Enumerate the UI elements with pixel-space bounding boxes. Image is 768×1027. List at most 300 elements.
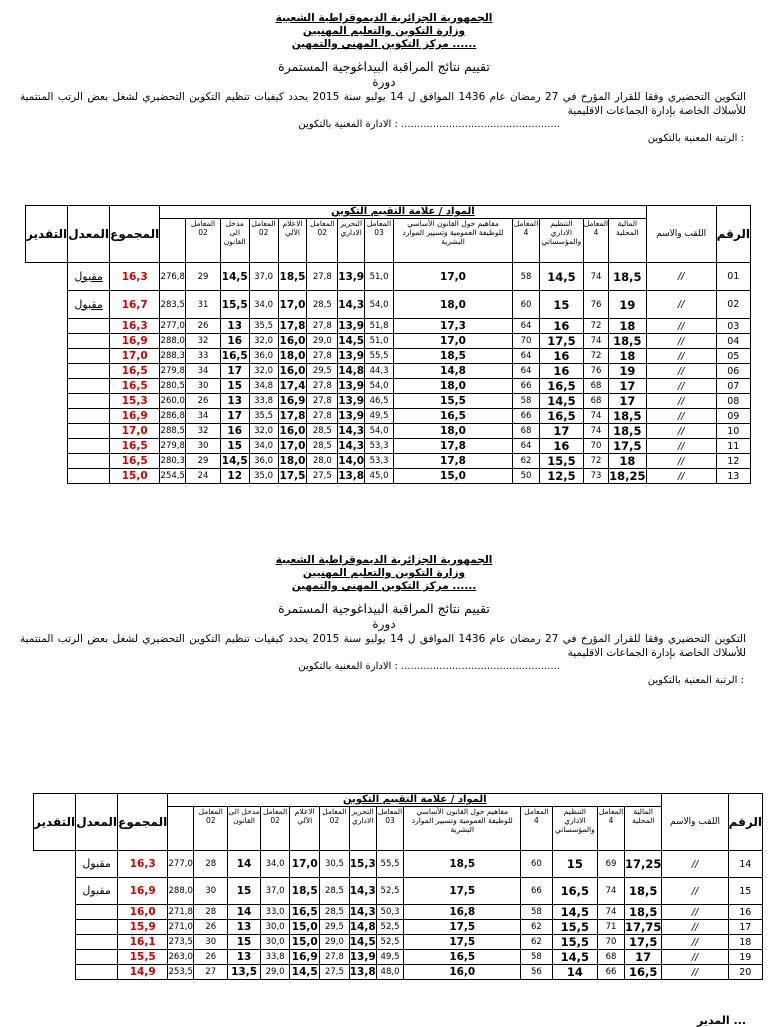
cell-grade: مقبول xyxy=(76,851,118,878)
admin-line: .................................................. : الادارة المعنية بالتكوين xyxy=(298,119,560,130)
cell-org: 16 xyxy=(539,439,583,454)
page-title: تقييم نتائج المراقبة البيداغوجية المستمرة xyxy=(278,59,490,74)
cell-coef-computing: 33,0 xyxy=(260,905,290,920)
cell-average: 17,0 xyxy=(110,349,160,364)
col-name: اللقب والاسم xyxy=(662,794,728,851)
cell-org: 16,5 xyxy=(539,379,583,394)
cell-org: 16,5 xyxy=(552,878,598,905)
cell-grade xyxy=(76,965,118,980)
cell-concepts: 17,0 xyxy=(393,263,512,291)
cell-coef-computing: 37,0 xyxy=(260,878,290,905)
cell-coef-editing: 27,8 xyxy=(307,319,338,334)
table-row xyxy=(26,454,751,469)
cell-coef-finance: 74 xyxy=(583,424,608,439)
cell-total: 273,5 xyxy=(168,935,194,950)
cell-editing: 13,9 xyxy=(338,380,365,392)
cell-coef-editing: 28,5 xyxy=(307,439,338,454)
row-name: // xyxy=(646,291,716,319)
table-row xyxy=(26,439,751,454)
cell-law: 14 xyxy=(228,851,260,878)
cell-coef-finance: 68 xyxy=(598,950,625,965)
table-row xyxy=(34,878,763,905)
cell-total: 288,5 xyxy=(160,424,186,439)
cell-org: 14,5 xyxy=(552,950,598,965)
cell-coef-concepts: 54,0 xyxy=(365,379,394,394)
cell-grade: مقبول xyxy=(68,263,110,291)
cell-org: 17,5 xyxy=(539,334,583,349)
cell-coef-editing: 28,0 xyxy=(307,454,338,469)
col-org: التنظيم الاداري والمؤسساتي xyxy=(552,807,598,851)
cell-coef-finance: 68 xyxy=(583,394,608,409)
cell-coef-editing: 29,5 xyxy=(320,920,350,935)
cell-coef-law: 33 xyxy=(186,349,221,364)
cell-computing: 17,8 xyxy=(279,410,306,422)
cell-concepts: 16,8 xyxy=(404,905,521,920)
cell-coef-concepts: 55,5 xyxy=(376,851,404,878)
col-law: مدخل الى القانون xyxy=(228,807,260,851)
footer-fragment: ... المدير xyxy=(697,1014,746,1027)
cell-coef-computing: 36,0 xyxy=(249,454,278,469)
cell-concepts: 17,8 xyxy=(393,439,512,454)
cell-finance: 18 xyxy=(609,454,646,469)
col-name: اللقب والاسم xyxy=(646,206,716,263)
cell-editing: 13,9 xyxy=(349,951,376,963)
cell-org: 14,5 xyxy=(539,394,583,409)
cell-editing: 14,3 xyxy=(338,425,365,437)
cell-coef-org: 66 xyxy=(521,878,552,905)
table-2-header xyxy=(34,794,763,851)
row-number: 19 xyxy=(728,950,762,965)
cell-computing: 18,5 xyxy=(290,878,320,905)
table-row xyxy=(26,334,751,349)
session-label: دورة xyxy=(372,617,396,631)
col-subjects: المواد / علامة التقييم التكوين xyxy=(168,794,662,807)
cell-coef-editing: 27,8 xyxy=(307,349,338,364)
cell-coef-finance: 76 xyxy=(583,291,608,319)
cell-total: 271,8 xyxy=(168,905,194,920)
cell-coef-concepts: 55,5 xyxy=(365,349,394,364)
cell-concepts: 16,5 xyxy=(404,950,521,965)
cell-editing: 14,8 xyxy=(349,921,376,933)
row-number: 09 xyxy=(716,409,750,424)
cell-coef-org: 66 xyxy=(513,409,540,424)
cell-coef-org: 66 xyxy=(513,379,540,394)
cell-computing: 15,0 xyxy=(291,921,318,933)
cell-finance: 18,5 xyxy=(609,334,646,349)
row-name: // xyxy=(662,851,728,878)
cell-coef-law: 24 xyxy=(186,469,221,484)
col-average: المعدل xyxy=(76,794,118,851)
row-number: 04 xyxy=(716,334,750,349)
cell-editing: 13,9 xyxy=(338,263,365,291)
cell-coef-law: 34 xyxy=(186,364,221,379)
col-coef4b: المعامل 4 xyxy=(513,219,540,263)
ministry-title: وزارة التكوين والتعليم المهنيين xyxy=(302,567,466,579)
cell-finance: 18,5 xyxy=(624,878,661,905)
results-table-2 xyxy=(33,793,763,980)
cell-total: 280,3 xyxy=(160,454,186,469)
cell-editing: 13,9 xyxy=(338,320,365,332)
cell-org: 14,5 xyxy=(552,905,598,920)
cell-grade xyxy=(68,439,110,454)
cell-total: 276,8 xyxy=(160,263,186,291)
col-coef02c: المعامل 02 xyxy=(186,219,221,263)
cell-org: 15,5 xyxy=(552,935,598,950)
cell-coef-computing: 29,0 xyxy=(260,965,290,980)
cell-computing: 16,5 xyxy=(291,906,318,918)
cell-average: 15,5 xyxy=(118,950,168,965)
cell-org: 16 xyxy=(539,349,583,364)
table-row xyxy=(26,364,751,379)
cell-coef-computing: 30,0 xyxy=(260,920,290,935)
cell-editing: 14,5 xyxy=(349,936,376,948)
header-block-2 xyxy=(0,554,768,688)
col-concepts: مفاهيم حول القانون الأساسي للوظيفة العمومية وتسيير الموارد البشرية xyxy=(393,219,512,263)
row-number: 07 xyxy=(716,379,750,394)
cell-average: 15,0 xyxy=(110,469,160,484)
cell-grade xyxy=(68,334,110,349)
row-name: // xyxy=(662,935,728,950)
cell-coef-computing: 34,8 xyxy=(249,379,278,394)
cell-finance: 18 xyxy=(609,319,646,334)
row-number: 13 xyxy=(716,469,750,484)
cell-coef-computing: 34,0 xyxy=(260,851,290,878)
col-editing: التحرير الاداري xyxy=(338,219,365,263)
cell-coef-org: 60 xyxy=(521,851,552,878)
col-coef4b: المعامل 4 xyxy=(521,807,552,851)
col-grade: التقدير xyxy=(26,206,68,263)
cell-org: 15 xyxy=(552,851,598,878)
cell-coef-law: 29 xyxy=(186,454,221,469)
cell-grade xyxy=(76,950,118,965)
cell-average: 16,1 xyxy=(118,935,168,950)
cell-computing: 17,0 xyxy=(279,440,306,452)
cell-average: 16,7 xyxy=(110,291,160,319)
cell-coef-org: 62 xyxy=(513,454,540,469)
row-number: 17 xyxy=(728,920,762,935)
cell-coef-law: 26 xyxy=(194,950,228,965)
row-name: // xyxy=(662,920,728,935)
cell-coef-finance: 72 xyxy=(583,454,608,469)
cell-grade xyxy=(76,920,118,935)
cell-average: 16,9 xyxy=(118,878,168,905)
cell-finance: 18 xyxy=(609,349,646,364)
cell-law: 15 xyxy=(228,935,260,950)
cell-finance: 18,25 xyxy=(609,469,646,483)
row-number: 05 xyxy=(716,349,750,364)
cell-concepts: 15,5 xyxy=(393,394,512,409)
cell-average: 16,5 xyxy=(110,364,160,379)
cell-computing: 17,0 xyxy=(290,851,320,878)
cell-grade xyxy=(76,905,118,920)
cell-org: 16,5 xyxy=(539,409,583,424)
row-name: // xyxy=(646,409,716,424)
cell-computing: 18,0 xyxy=(279,350,306,362)
cell-coef-editing: 28,5 xyxy=(320,878,350,905)
cell-coef-finance: 74 xyxy=(598,878,625,905)
cell-coef-editing: 27,8 xyxy=(307,409,338,424)
center-title: ...... مركز التكوين المهني والتمهين xyxy=(291,38,477,50)
admin-line: .................................................. : الادارة المعنية بالتكوين xyxy=(298,661,560,672)
cell-finance: 17 xyxy=(609,379,646,394)
cell-coef-law: 30 xyxy=(186,439,221,454)
table-1-header xyxy=(26,206,751,263)
col-coef02b: المعامل 02 xyxy=(260,807,290,851)
cell-coef-computing: 32,0 xyxy=(249,424,278,439)
row-number: 10 xyxy=(716,424,750,439)
cell-coef-law: 26 xyxy=(186,319,221,334)
cell-law: 15 xyxy=(228,878,260,905)
table-row xyxy=(34,905,763,920)
cell-coef-concepts: 52,5 xyxy=(376,935,404,950)
cell-computing: 14,5 xyxy=(291,966,318,978)
cell-average: 16,5 xyxy=(110,379,160,394)
center-title: ...... مركز التكوين المهني والتمهين xyxy=(291,580,477,592)
row-number: 06 xyxy=(716,364,750,379)
cell-coef-editing: 30,5 xyxy=(320,851,350,878)
cell-coef-org: 64 xyxy=(513,439,540,454)
cell-concepts: 18,0 xyxy=(393,424,512,439)
row-number: 18 xyxy=(728,935,762,950)
cell-concepts: 18,0 xyxy=(393,379,512,394)
cell-coef-org: 58 xyxy=(513,263,540,291)
cell-coef-concepts: 51,8 xyxy=(365,319,394,334)
cell-coef-finance: 70 xyxy=(598,935,625,950)
cell-finance: 17 xyxy=(609,394,646,409)
rank-line: : الرتبة المعنية بالتكوين xyxy=(647,133,744,144)
cell-org: 16 xyxy=(539,319,583,334)
row-number: 12 xyxy=(716,454,750,469)
row-name: // xyxy=(646,454,716,469)
republic-title: الجمهورية الجزائرية الديموقراطية الشعبية xyxy=(275,554,493,566)
col-coef02c: المعامل 02 xyxy=(194,807,228,851)
cell-average: 16,0 xyxy=(118,905,168,920)
cell-total: 279,8 xyxy=(160,364,186,379)
cell-coef-concepts: 54,0 xyxy=(365,291,394,319)
cell-finance: 18,5 xyxy=(609,424,646,439)
row-name: // xyxy=(646,394,716,409)
cell-computing: 17,5 xyxy=(279,470,306,482)
cell-coef-org: 62 xyxy=(521,920,552,935)
cell-computing: 17,8 xyxy=(279,320,306,332)
cell-concepts: 17,5 xyxy=(404,878,521,905)
cell-grade xyxy=(68,454,110,469)
cell-coef-org: 70 xyxy=(513,334,540,349)
cell-total: 288,3 xyxy=(160,349,186,364)
cell-coef-org: 50 xyxy=(513,469,540,484)
cell-average: 16,5 xyxy=(110,454,160,469)
table-row xyxy=(26,424,751,439)
cell-coef-law: 29 xyxy=(186,263,221,291)
results-table-1 xyxy=(25,205,751,484)
cell-coef-law: 28 xyxy=(194,905,228,920)
row-name: // xyxy=(646,439,716,454)
cell-editing: 14,3 xyxy=(349,906,376,918)
cell-total: 253,5 xyxy=(168,965,194,980)
table-row xyxy=(26,263,751,291)
cell-coef-computing: 35,5 xyxy=(249,319,278,334)
cell-coef-concepts: 50,3 xyxy=(376,905,404,920)
cell-law: 17 xyxy=(220,364,249,379)
cell-total: 279,8 xyxy=(160,439,186,454)
cell-grade xyxy=(76,935,118,950)
cell-average: 15,3 xyxy=(110,394,160,409)
row-number: 02 xyxy=(716,291,750,319)
cell-grade xyxy=(68,394,110,409)
cell-total: 277,0 xyxy=(160,319,186,334)
col-computing: الاعلام الآلي xyxy=(290,807,320,851)
cell-computing: 16,0 xyxy=(279,365,306,377)
cell-concepts: 16,0 xyxy=(404,965,521,980)
cell-finance: 18,5 xyxy=(624,905,661,920)
col-coef02a: المعامل 02 xyxy=(307,219,338,263)
col-total: المجموع xyxy=(118,794,168,851)
cell-finance: 17 xyxy=(624,950,661,965)
cell-finance: 18,5 xyxy=(609,409,646,424)
cell-finance: 18,5 xyxy=(609,263,646,291)
cell-coef-computing: 33,8 xyxy=(249,394,278,409)
cell-coef-finance: 70 xyxy=(583,439,608,454)
table-row xyxy=(26,469,751,484)
cell-coef-editing: 28,5 xyxy=(307,291,338,319)
cell-total: 277,0 xyxy=(168,851,194,878)
row-number: 01 xyxy=(716,263,750,291)
table-row xyxy=(26,349,751,364)
cell-law: 16 xyxy=(220,334,249,349)
row-number: 16 xyxy=(728,905,762,920)
cell-total: 263,0 xyxy=(168,950,194,965)
cell-coef-computing: 37,0 xyxy=(249,263,278,291)
cell-average: 14,9 xyxy=(118,965,168,980)
cell-coef-org: 58 xyxy=(513,394,540,409)
cell-finance: 19 xyxy=(609,364,646,379)
cell-editing: 14,0 xyxy=(338,455,365,467)
cell-coef-org: 64 xyxy=(513,349,540,364)
cell-org: 15,5 xyxy=(552,920,598,935)
cell-editing: 14,8 xyxy=(338,365,365,377)
cell-grade xyxy=(68,469,110,484)
cell-coef-concepts: 51,0 xyxy=(365,263,394,291)
cell-coef-editing: 29,0 xyxy=(320,935,350,950)
cell-coef-finance: 72 xyxy=(583,319,608,334)
cell-computing: 16,0 xyxy=(279,335,306,347)
cell-finance: 16,5 xyxy=(624,965,661,980)
cell-coef-concepts: 49,5 xyxy=(365,409,394,424)
cell-coef-editing: 27,8 xyxy=(307,394,338,409)
cell-average: 15,9 xyxy=(118,920,168,935)
cell-editing: 13,9 xyxy=(338,395,365,407)
cell-coef-finance: 68 xyxy=(583,379,608,394)
table-row xyxy=(26,291,751,319)
cell-coef-finance: 74 xyxy=(598,905,625,920)
cell-coef-finance: 74 xyxy=(583,409,608,424)
cell-law: 15,5 xyxy=(220,291,249,319)
cell-coef-editing: 27,5 xyxy=(320,965,350,980)
table-row xyxy=(34,935,763,950)
col-org: التنظيم الاداري والمؤسساتي xyxy=(539,219,583,263)
cell-computing: 16,9 xyxy=(291,951,318,963)
cell-law: 17 xyxy=(220,409,249,424)
cell-coef-org: 68 xyxy=(513,424,540,439)
decree-paragraph: التكوين التحضيري وفقا للقرار المؤرخ في 27 رمضان عام 1436 الموافق ل 14 يوليو سنة 2015 يحدد كيفيات تنظيم التكوين التحضيري لشغل بعض الرتب المنتمية للأسلاك الخاصة بإدارة الجماعات الاقليمية xyxy=(20,91,746,117)
row-name: // xyxy=(646,379,716,394)
cell-computing: 18,0 xyxy=(279,455,306,467)
cell-coef-editing: 27,5 xyxy=(307,469,338,484)
cell-coef-law: 32 xyxy=(186,334,221,349)
cell-editing: 14,3 xyxy=(338,440,365,452)
republic-title: الجمهورية الجزائرية الديموقراطية الشعبية xyxy=(275,12,493,24)
cell-coef-computing: 30,0 xyxy=(260,935,290,950)
cell-law: 15 xyxy=(220,439,249,454)
cell-grade: مقبول xyxy=(76,878,118,905)
cell-coef-concepts: 44,3 xyxy=(365,364,394,379)
cell-coef-concepts: 51,0 xyxy=(365,334,394,349)
col-average: المعدل xyxy=(68,206,110,263)
col-coef4: المعامل 4 xyxy=(583,219,608,263)
cell-total: 260,0 xyxy=(160,394,186,409)
cell-editing: 13,8 xyxy=(349,966,376,978)
cell-total: 280,5 xyxy=(160,379,186,394)
cell-coef-org: 60 xyxy=(513,291,540,319)
cell-law: 14,5 xyxy=(221,455,248,467)
cell-coef-org: 58 xyxy=(521,905,552,920)
cell-concepts: 17,5 xyxy=(404,920,521,935)
cell-editing: 13,8 xyxy=(338,470,365,482)
cell-coef-computing: 35,5 xyxy=(249,409,278,424)
cell-grade xyxy=(68,379,110,394)
col-concepts: مفاهيم حول القانون الأساسي للوظيفة العمومية وتسيير الموارد البشرية xyxy=(404,807,521,851)
cell-average: 16,3 xyxy=(118,851,168,878)
cell-coef-computing: 32,0 xyxy=(249,364,278,379)
cell-org: 15 xyxy=(539,291,583,319)
cell-average: 17,0 xyxy=(110,424,160,439)
cell-finance: 17,5 xyxy=(609,439,646,454)
col-coef03: المعامل 03 xyxy=(365,219,394,263)
cell-coef-concepts: 48,0 xyxy=(376,965,404,980)
cell-law: 13 xyxy=(228,920,260,935)
cell-finance: 17,75 xyxy=(624,920,662,934)
cell-org: 14 xyxy=(552,965,598,980)
col-total: المجموع xyxy=(110,206,160,263)
row-number: 14 xyxy=(728,851,762,878)
cell-org: 14,5 xyxy=(539,263,583,291)
cell-concepts: 16,5 xyxy=(393,409,512,424)
cell-coef-editing: 29,0 xyxy=(307,334,338,349)
cell-concepts: 15,0 xyxy=(393,469,512,484)
cell-coef-finance: 69 xyxy=(598,851,625,878)
cell-computing: 15,0 xyxy=(291,936,318,948)
cell-coef-finance: 74 xyxy=(583,334,608,349)
cell-coef-concepts: 53,3 xyxy=(365,454,394,469)
col-coef02b: المعامل 02 xyxy=(249,219,278,263)
cell-coef-org: 64 xyxy=(513,364,540,379)
cell-coef-finance: 74 xyxy=(583,263,608,291)
col-editing: التحرير الاداري xyxy=(349,807,376,851)
table-row xyxy=(34,851,763,878)
cell-coef-finance: 72 xyxy=(583,349,608,364)
row-number: 15 xyxy=(728,878,762,905)
cell-grade xyxy=(68,409,110,424)
table-row xyxy=(26,394,751,409)
cell-coef-editing: 28,5 xyxy=(307,424,338,439)
cell-coef-editing: 27,8 xyxy=(307,379,338,394)
cell-concepts: 17,3 xyxy=(393,319,512,334)
cell-law: 13,5 xyxy=(228,965,260,980)
cell-org: 15,5 xyxy=(539,454,583,469)
cell-coef-concepts: 49,5 xyxy=(376,950,404,965)
cell-concepts: 18,5 xyxy=(393,349,512,364)
cell-coef-editing: 29,5 xyxy=(307,364,338,379)
